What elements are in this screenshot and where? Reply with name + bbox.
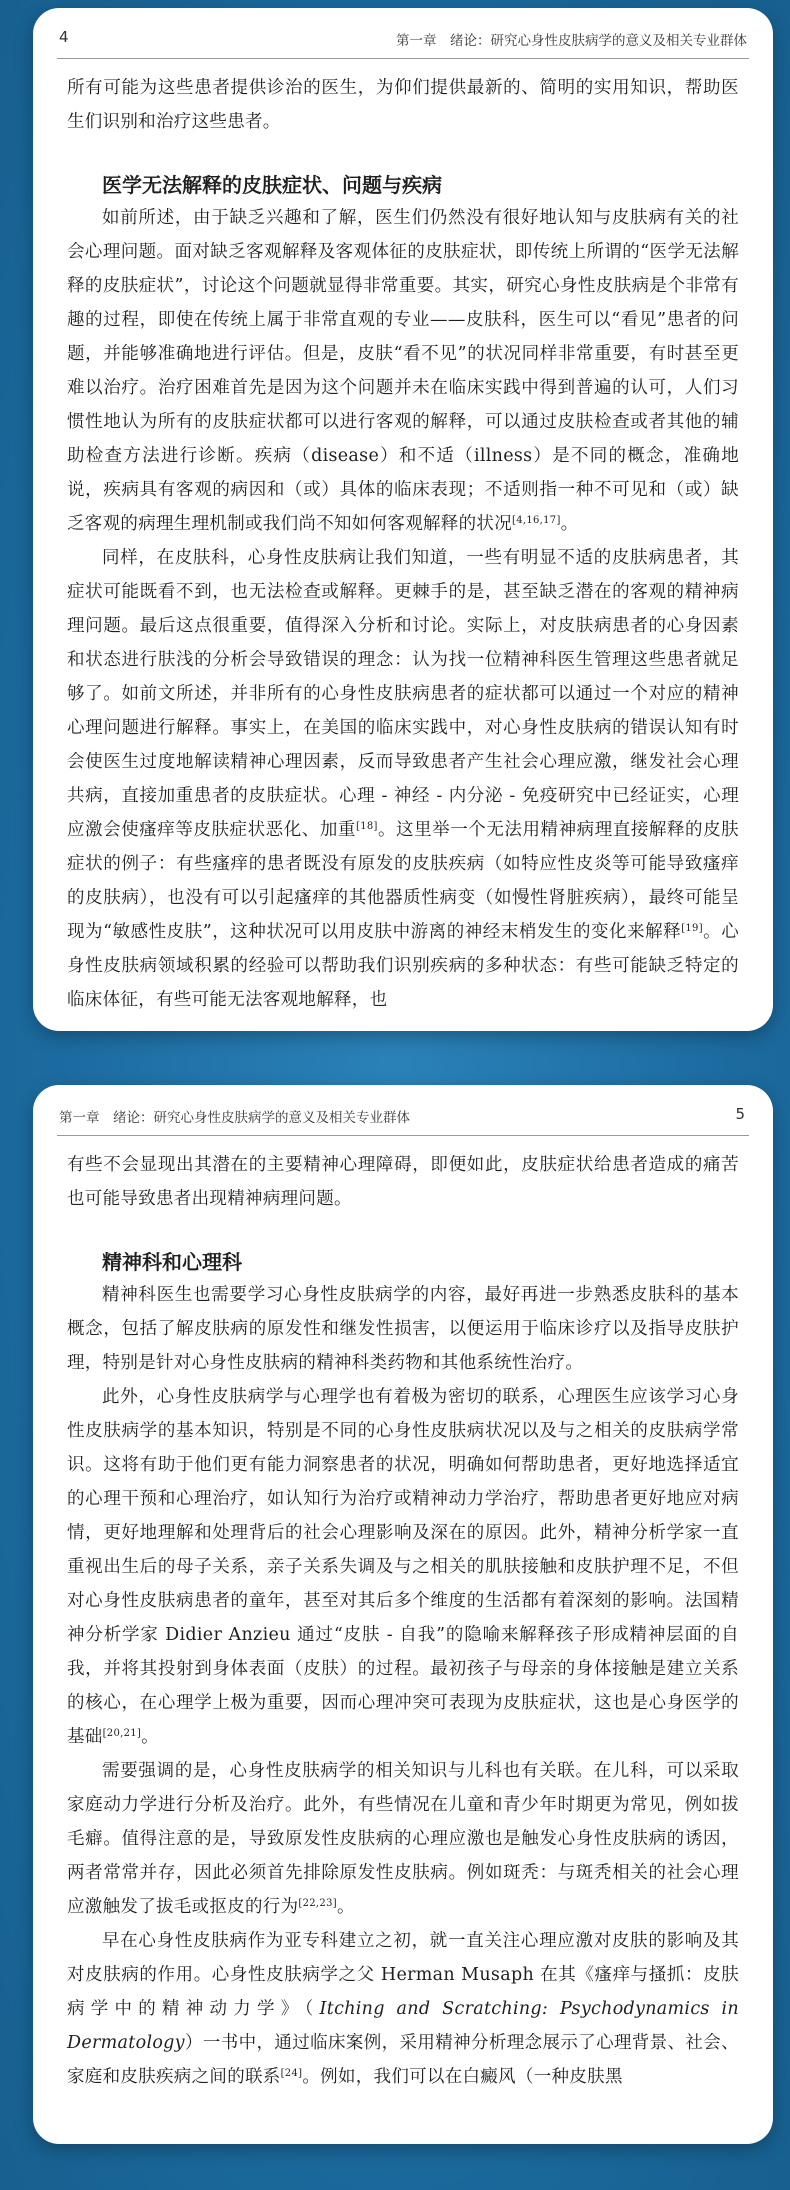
page-number: 4 <box>59 28 69 46</box>
paragraph: 此外，心身性皮肤病学与心理学也有着极为密切的联系，心理医生应该学习心身性皮肤病学的基本知识，特别是不同的心身性皮肤病状况以及与之相关的皮肤病学常识。这将有助于他们更有能力洞察患者的状况，明确如何帮助患者，更好地选择适宜的心理干预和心理治疗，如认知行为治疗或精神动力学治疗，帮助患者更好地应对病情，更好地理解和处理背后的社会心理影响及深在的原因。此外，精神分析学家一直重视出生后的母子关系，亲子关系失调及与之相关的肌肤接触和皮肤护理不足，不但对心身性皮肤病患者的童年，甚至对其后多个维度的生活都有着深刻的影响。法国精神分析学家 Didier Anzieu 通过“皮肤 - 自我”的隐喻来解释孩子形成精神层面的自我，并将其投射到身体表面（皮肤）的过程。最初孩子与母亲的身体接触是建立关系的核心，在心理学上极为重要，因而心理冲突可表现为皮肤症状，这也是心身医学的基础[20,21]。 <box>67 1387 739 1747</box>
paragraph: 精神科医生也需要学习心身性皮肤病学的内容，最好再进一步熟悉皮肤科的基本概念，包括了解皮肤病的原发性和继发性损害，以便运用于临床诊疗以及指导皮肤护理，特别是针对心身性皮肤病的精神科类药物和其他系统性治疗。 <box>67 1285 739 1373</box>
citation: [20,21] <box>102 1728 142 1739</box>
citation: [22,23] <box>298 1898 337 1909</box>
paragraph: 早在心身性皮肤病作为亚专科建立之初，就一直关注心理应激对皮肤的影响及其对皮肤病的作用。心身性皮肤病学之父 Herman Musaph 在其《瘙痒与搔抓：皮肤病学中的精神动力学》（Itching and Scratching: Psychodynamics in Dermatology）一书中，通过临床案例，采用精神分析理念展示了心理背景、社会、家庭和皮肤疾病之间的联系[24]。例如，我们可以在白癜风（一种皮肤黑 <box>67 1931 739 2087</box>
chapter-title: 第一章 绪论：研究心身性皮肤病学的意义及相关专业群体 <box>59 1110 410 1126</box>
paragraph: 同样，在皮肤科，心身性皮肤病让我们知道，一些有明显不适的皮肤病患者，其症状可能既看不到，也无法检查或解释。更棘手的是，甚至缺乏潜在的客观的精神病理问题。最后这点很重要，值得深入分析和讨论。实际上，对皮肤病患者的心身因素和状态进行肤浅的分析会导致错误的理念：认为找一位精神科医生管理这些患者就足够了。如前文所述，并非所有的心身性皮肤病患者的症状都可以通过一个对应的精神心理问题进行解释。事实上，在美国的临床实践中，对心身性皮肤病的错误认知有时会使医生过度地解读精神心理因素，反而导致患者产生社会心理应激，继发社会心理共病，直接加重患者的皮肤症状。心理 - 神经 - 内分泌 - 免疫研究中已经证实，心理应激会使瘙痒等皮肤症状恶化、加重[18]。这里举一个无法用精神病理直接解释的皮肤症状的例子：有些瘙痒的患者既没有原发的皮肤疾病（如特应性皮炎等可能导致瘙痒的皮肤病），也没有可以引起瘙痒的其他器质性病变（如慢性肾脏疾病），最终可能呈现为“敏感性皮肤”，这种状况可以用皮肤中游离的神经末梢发生的变化来解释[19]。心身性皮肤病领域积累的经验可以帮助我们识别疾病的多种状态：有些可能缺乏特定的临床体征，有些可能无法客观地解释，也 <box>67 548 739 1010</box>
citation: [19] <box>681 923 703 934</box>
page-body <box>33 71 773 1017</box>
running-header <box>57 8 749 59</box>
running-header <box>57 1085 749 1136</box>
intro-paragraph: 有些不会显现出其潜在的主要精神心理障碍，即便如此，皮肤症状给患者造成的痛苦也可能导致患者出现精神病理问题。 <box>67 1155 739 1209</box>
citation: [18] <box>356 821 378 832</box>
book-page-4 <box>33 8 773 1031</box>
paragraph: 如前所述，由于缺乏兴趣和了解，医生们仍然没有很好地认知与皮肤病有关的社会心理问题。面对缺乏客观解释及客观体征的皮肤症状，即传统上所谓的“医学无法解释的皮肤症状”，讨论这个问题就显得非常重要。其实，研究心身性皮肤病是个非常有趣的过程，即使在传统上属于非常直观的专业——皮肤科，医生可以“看见”患者的问题，并能够准确地进行评估。但是，皮肤“看不见”的状况同样非常重要，有时甚至更难以治疗。治疗困难首先是因为这个问题并未在临床实践中得到普遍的认可，人们习惯性地认为所有的皮肤症状都可以进行客观的解释，可以通过皮肤检查或者其他的辅助检查方法进行诊断。疾病（disease）和不适（illness）是不同的概念，准确地说，疾病具有客观的病因和（或）具体的临床表现；不适则指一种不可见和（或）缺乏客观的病理生理机制或我们尚不知如何客观解释的状况[4,16,17]。 <box>67 208 739 534</box>
page-body <box>33 1148 773 2094</box>
book-title-italic: Itching and Scratching: Psychodynamics in Dermatology <box>67 1999 739 2053</box>
page-number: 5 <box>735 1105 745 1123</box>
section-heading: 精神科和心理科 <box>102 1250 242 1274</box>
paragraph: 需要强调的是，心身性皮肤病学的相关知识与儿科也有关联。在儿科，可以采取家庭动力学进行分析及治疗。此外，有些情况在儿童和青少年时期更为常见，例如拔毛癖。值得注意的是，导致原发性皮肤病的心理应激也是触发心身性皮肤病的诱因，两者常常并存，因此必须首先排除原发性皮肤病。例如斑秃：与斑秃相关的社会心理应激触发了拔毛或抠皮的行为[22,23]。 <box>67 1761 739 1917</box>
chapter-title: 第一章 绪论：研究心身性皮肤病学的意义及相关专业群体 <box>396 33 747 49</box>
section-heading: 医学无法解释的皮肤症状、问题与疾病 <box>102 173 442 197</box>
citation: [4,16,17] <box>512 515 561 526</box>
citation: [24] <box>280 2068 303 2079</box>
intro-paragraph: 所有可能为这些患者提供诊治的医生，为仰们提供最新的、简明的实用知识，帮助医生们识别和治疗这些患者。 <box>67 78 739 132</box>
book-page-5 <box>33 1085 773 2144</box>
